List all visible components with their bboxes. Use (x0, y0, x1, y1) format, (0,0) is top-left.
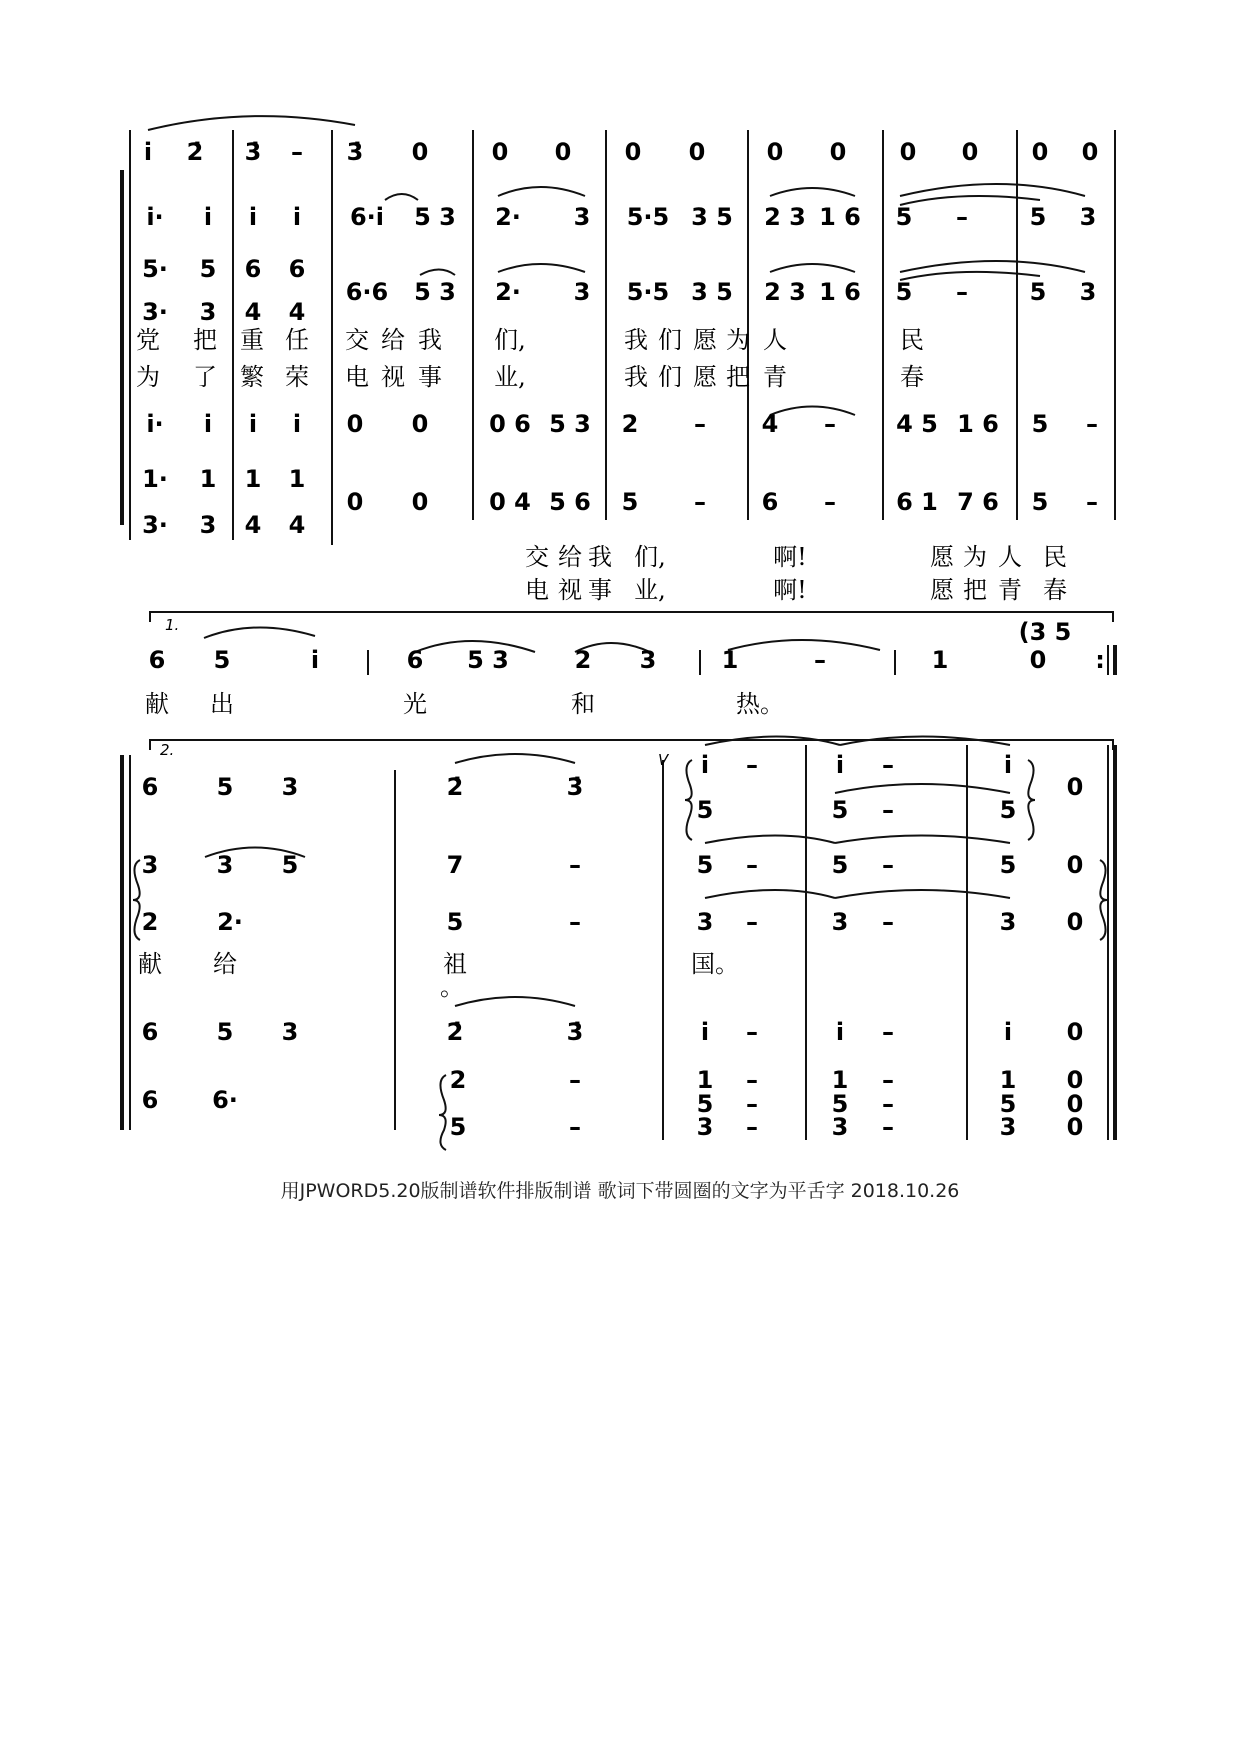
note: – (746, 1113, 758, 1141)
note: 1· (142, 465, 168, 493)
lyric: 啊! (773, 576, 807, 604)
note: 0 (1066, 1018, 1084, 1046)
note: 6 (141, 773, 159, 801)
lyric: 光 (403, 690, 427, 718)
note: – (814, 646, 826, 674)
note: 5· (142, 255, 168, 283)
note: – (1086, 488, 1098, 516)
lyric: 电 (525, 576, 549, 604)
note: i̇ (1003, 1018, 1013, 1046)
note: 2 (449, 1066, 467, 1094)
note: i̇ (835, 1018, 845, 1046)
note: 3 (831, 908, 849, 936)
note: 1 (199, 465, 217, 493)
lyric: 给 (213, 950, 237, 978)
note: 6 (141, 1018, 159, 1046)
note: – (746, 1018, 758, 1046)
note: 6 1 (896, 488, 938, 516)
note: 3 (573, 203, 591, 231)
note: 5 (895, 278, 913, 306)
note: – (569, 1066, 581, 1094)
note: – (882, 751, 894, 779)
lyric: 青 (998, 576, 1022, 604)
note: 4 (244, 511, 262, 539)
volta-1: 1. (165, 616, 180, 634)
lyric: 人 (763, 326, 787, 354)
note: 4 (288, 511, 306, 539)
note: 0 (1066, 851, 1084, 879)
note: 5 (281, 851, 299, 879)
note: 3 (999, 1113, 1017, 1141)
note: 3 (639, 646, 657, 674)
lyric: 愿 (693, 326, 717, 354)
note: 6 (141, 1086, 159, 1114)
note: 6 (244, 255, 262, 283)
note: – (882, 1113, 894, 1141)
note: 0 (688, 138, 706, 166)
note: 5 (831, 851, 849, 879)
lyric: 们 (658, 326, 682, 354)
note: 2 (621, 410, 639, 438)
note: 5 3 (414, 203, 456, 231)
note: 3· (142, 511, 168, 539)
note: i̇ (203, 203, 213, 231)
note: 5 (696, 851, 714, 879)
lyric: 我 (588, 543, 612, 571)
note: 5·5 (626, 203, 670, 231)
note: – (824, 488, 836, 516)
note: – (882, 851, 894, 879)
lyric: 重 (240, 326, 264, 354)
note: 0 (491, 138, 509, 166)
note: 3 (281, 773, 299, 801)
note: i̇ (248, 203, 258, 231)
note: 1 (831, 1066, 849, 1094)
note: 3 (141, 851, 159, 879)
note: i̇ (310, 646, 320, 674)
lyric: 啊! (773, 543, 807, 571)
note: 5 (1029, 278, 1047, 306)
lyric: 业, (494, 363, 526, 391)
note: 6· (212, 1086, 238, 1114)
note: 5 (1031, 488, 1049, 516)
lyric: 交 (525, 543, 549, 571)
note: 0 (1066, 1113, 1084, 1141)
note: 2 (141, 908, 159, 936)
lyric: 献 (145, 690, 169, 718)
note: – (1086, 410, 1098, 438)
note: 1 6 (819, 203, 861, 231)
note: – (569, 908, 581, 936)
lyric: 事 (418, 363, 442, 391)
note: 0 (1066, 1066, 1084, 1094)
note: 5 (831, 796, 849, 824)
note: 3 (281, 1018, 299, 1046)
lyric: 和 (571, 690, 595, 718)
note: 0 6 (489, 410, 531, 438)
note: 5 3 (549, 410, 591, 438)
lyric: 愿 (930, 576, 954, 604)
system2 (145, 616, 1105, 718)
note: 3 (999, 908, 1017, 936)
note: i̇· (146, 410, 164, 438)
note: – (569, 1113, 581, 1141)
note: 0 (411, 488, 429, 516)
note: i̇ (292, 410, 302, 438)
repeat-dots: : (1095, 646, 1105, 674)
note: i̇ (835, 751, 845, 779)
note: 7 6 (957, 488, 999, 516)
note: i̇ (700, 751, 710, 779)
lyric: 我 (624, 363, 648, 391)
note: 5 (216, 773, 234, 801)
lyric: 我 (624, 326, 648, 354)
note: 3̇ (566, 773, 584, 801)
note: 0 (766, 138, 784, 166)
note: – (694, 488, 706, 516)
note: 5 (1031, 410, 1049, 438)
lyric: 出 (210, 690, 234, 718)
note: 5 (999, 851, 1017, 879)
note: 5 6 (549, 488, 591, 516)
note: 2̇ (186, 138, 204, 166)
lyric: 我 (418, 326, 442, 354)
note: 5 3 (414, 278, 456, 306)
lyric: 春 (900, 363, 924, 391)
note: 5 (831, 1090, 849, 1118)
note: 5 (1029, 203, 1047, 231)
lyric: 热。 (736, 690, 784, 718)
lyric: 荣 (285, 363, 309, 391)
note: 5 (999, 1090, 1017, 1118)
lyric: 献 (138, 950, 162, 978)
note: 2 3 (764, 203, 806, 231)
note: 3 5 (691, 278, 733, 306)
note: 0 (829, 138, 847, 166)
note: i̇· (146, 203, 164, 231)
note: 3 (831, 1113, 849, 1141)
note: 3 (1079, 278, 1097, 306)
note: – (746, 851, 758, 879)
lyric: 春 (1043, 576, 1067, 604)
note: 0 (554, 138, 572, 166)
volta-2: 2. (160, 741, 175, 759)
note: 0 (1066, 1090, 1084, 1118)
note: 5 (696, 1090, 714, 1118)
note: – (882, 1018, 894, 1046)
note: 2̇ (446, 1018, 464, 1046)
lyric: 们 (658, 363, 682, 391)
breath-mark: V (658, 751, 669, 769)
system1-lyrics (136, 326, 1067, 604)
lyric: 把 (963, 576, 987, 604)
note: 5 (621, 488, 639, 516)
note: – (694, 410, 706, 438)
note: 6 (288, 255, 306, 283)
lyric: 人 (998, 543, 1022, 571)
note: 5 (216, 1018, 234, 1046)
note: 4 (761, 410, 779, 438)
note: 3̇ (346, 138, 364, 166)
note: 5·5 (626, 278, 670, 306)
note: 1 (999, 1066, 1017, 1094)
note: 2 (574, 646, 592, 674)
note: 1 6 (957, 410, 999, 438)
lyric: 为 (136, 363, 160, 391)
system3 (138, 741, 1083, 1141)
note: 3 (696, 908, 714, 936)
note: 5 (895, 203, 913, 231)
lyric: 把 (193, 326, 217, 354)
note: – (882, 1090, 894, 1118)
note: 2· (217, 908, 243, 936)
note: – (746, 1066, 758, 1094)
lyric: 任 (285, 326, 309, 354)
note: i̇ (700, 1018, 710, 1046)
lyric: 视 (558, 576, 582, 604)
note: 7 (446, 851, 464, 879)
note: 2· (495, 203, 521, 231)
note: – (569, 851, 581, 879)
lyric: 繁 (240, 363, 264, 391)
note: 0 (346, 410, 364, 438)
note: 3· (142, 298, 168, 326)
note: i̇ (292, 203, 302, 231)
lyric: 民 (900, 326, 924, 354)
note: 6 (761, 488, 779, 516)
note: 4 (244, 298, 262, 326)
note: 4 (288, 298, 306, 326)
note: 5 (199, 255, 217, 283)
note: 0 (961, 138, 979, 166)
note: 0 (624, 138, 642, 166)
note: i̇ (1003, 751, 1013, 779)
lyric: 愿 (930, 543, 954, 571)
note: 0 (1066, 773, 1084, 801)
note: 2 3 (764, 278, 806, 306)
note: 0 4 (489, 488, 531, 516)
note: i̇ (248, 410, 258, 438)
note: 1 (696, 1066, 714, 1094)
lyric: 电 (345, 363, 369, 391)
lyric: 给 (558, 543, 582, 571)
note: 1 (721, 646, 739, 674)
lyric-mark: 。 (440, 973, 464, 1001)
note: 6·i̇ (349, 203, 385, 231)
note: – (956, 278, 968, 306)
note: 5 (696, 796, 714, 824)
note: 3 (1079, 203, 1097, 231)
note: 6·6 (345, 278, 389, 306)
note: 3 5 (691, 203, 733, 231)
note: 0 (1066, 908, 1084, 936)
lyric: 民 (1043, 543, 1067, 571)
note: 0 (411, 138, 429, 166)
note: 0 (1029, 646, 1047, 674)
note: 4 5 (896, 410, 938, 438)
note: 5 (213, 646, 231, 674)
note: i̇ (203, 410, 213, 438)
note: 3 (199, 298, 217, 326)
note: – (882, 796, 894, 824)
note: 6 (406, 646, 424, 674)
lyric: 业, (634, 576, 666, 604)
lyric: 给 (381, 326, 405, 354)
lyric: 了 (193, 363, 217, 391)
note: 1 (244, 465, 262, 493)
note: 3 (696, 1113, 714, 1141)
note: 5 (999, 796, 1017, 824)
note: 0 (1031, 138, 1049, 166)
note: 3 (573, 278, 591, 306)
note: 5 (449, 1113, 467, 1141)
note: – (824, 410, 836, 438)
note: – (882, 1066, 894, 1094)
note: 1 (288, 465, 306, 493)
note: 5 (446, 908, 464, 936)
lyric: 愿 (693, 363, 717, 391)
note: 0 (346, 488, 364, 516)
note: 2̇ (446, 773, 464, 801)
note: – (746, 908, 758, 936)
note: 3̇ (566, 1018, 584, 1046)
note: 1 6 (819, 278, 861, 306)
lyric: 为 (726, 326, 750, 354)
note: 2· (495, 278, 521, 306)
lyric: 事 (588, 576, 612, 604)
lyric: 们, (634, 543, 666, 571)
lyric: 青 (763, 363, 787, 391)
note: – (746, 751, 758, 779)
lyric: 为 (963, 543, 987, 571)
lyric: 党 (136, 326, 160, 354)
note: – (882, 908, 894, 936)
lyric: 把 (726, 363, 750, 391)
note: 5 3 (467, 646, 509, 674)
note: 3̇ (244, 138, 262, 166)
lyric: 交 (345, 326, 369, 354)
lyric: 国。 (691, 950, 739, 978)
lyric: 们, (494, 326, 526, 354)
footer-note: 用JPWORD5.20版制谱软件排版制谱 歌词下带圆圈的文字为平舌字 2018.10.26 (280, 1180, 960, 1202)
lyric: 视 (381, 363, 405, 391)
note: 0 (1081, 138, 1099, 166)
lyric: 祖 (443, 950, 467, 978)
note: 1 (931, 646, 949, 674)
note: 0 (411, 410, 429, 438)
note: 3 (199, 511, 217, 539)
note: 0 (899, 138, 917, 166)
note: – (291, 138, 303, 166)
note: i̇ (143, 138, 153, 166)
note: – (956, 203, 968, 231)
note: 3 (216, 851, 234, 879)
note: 6 (148, 646, 166, 674)
note: – (746, 1090, 758, 1118)
pickup-notes: (3 5 (1018, 618, 1072, 646)
